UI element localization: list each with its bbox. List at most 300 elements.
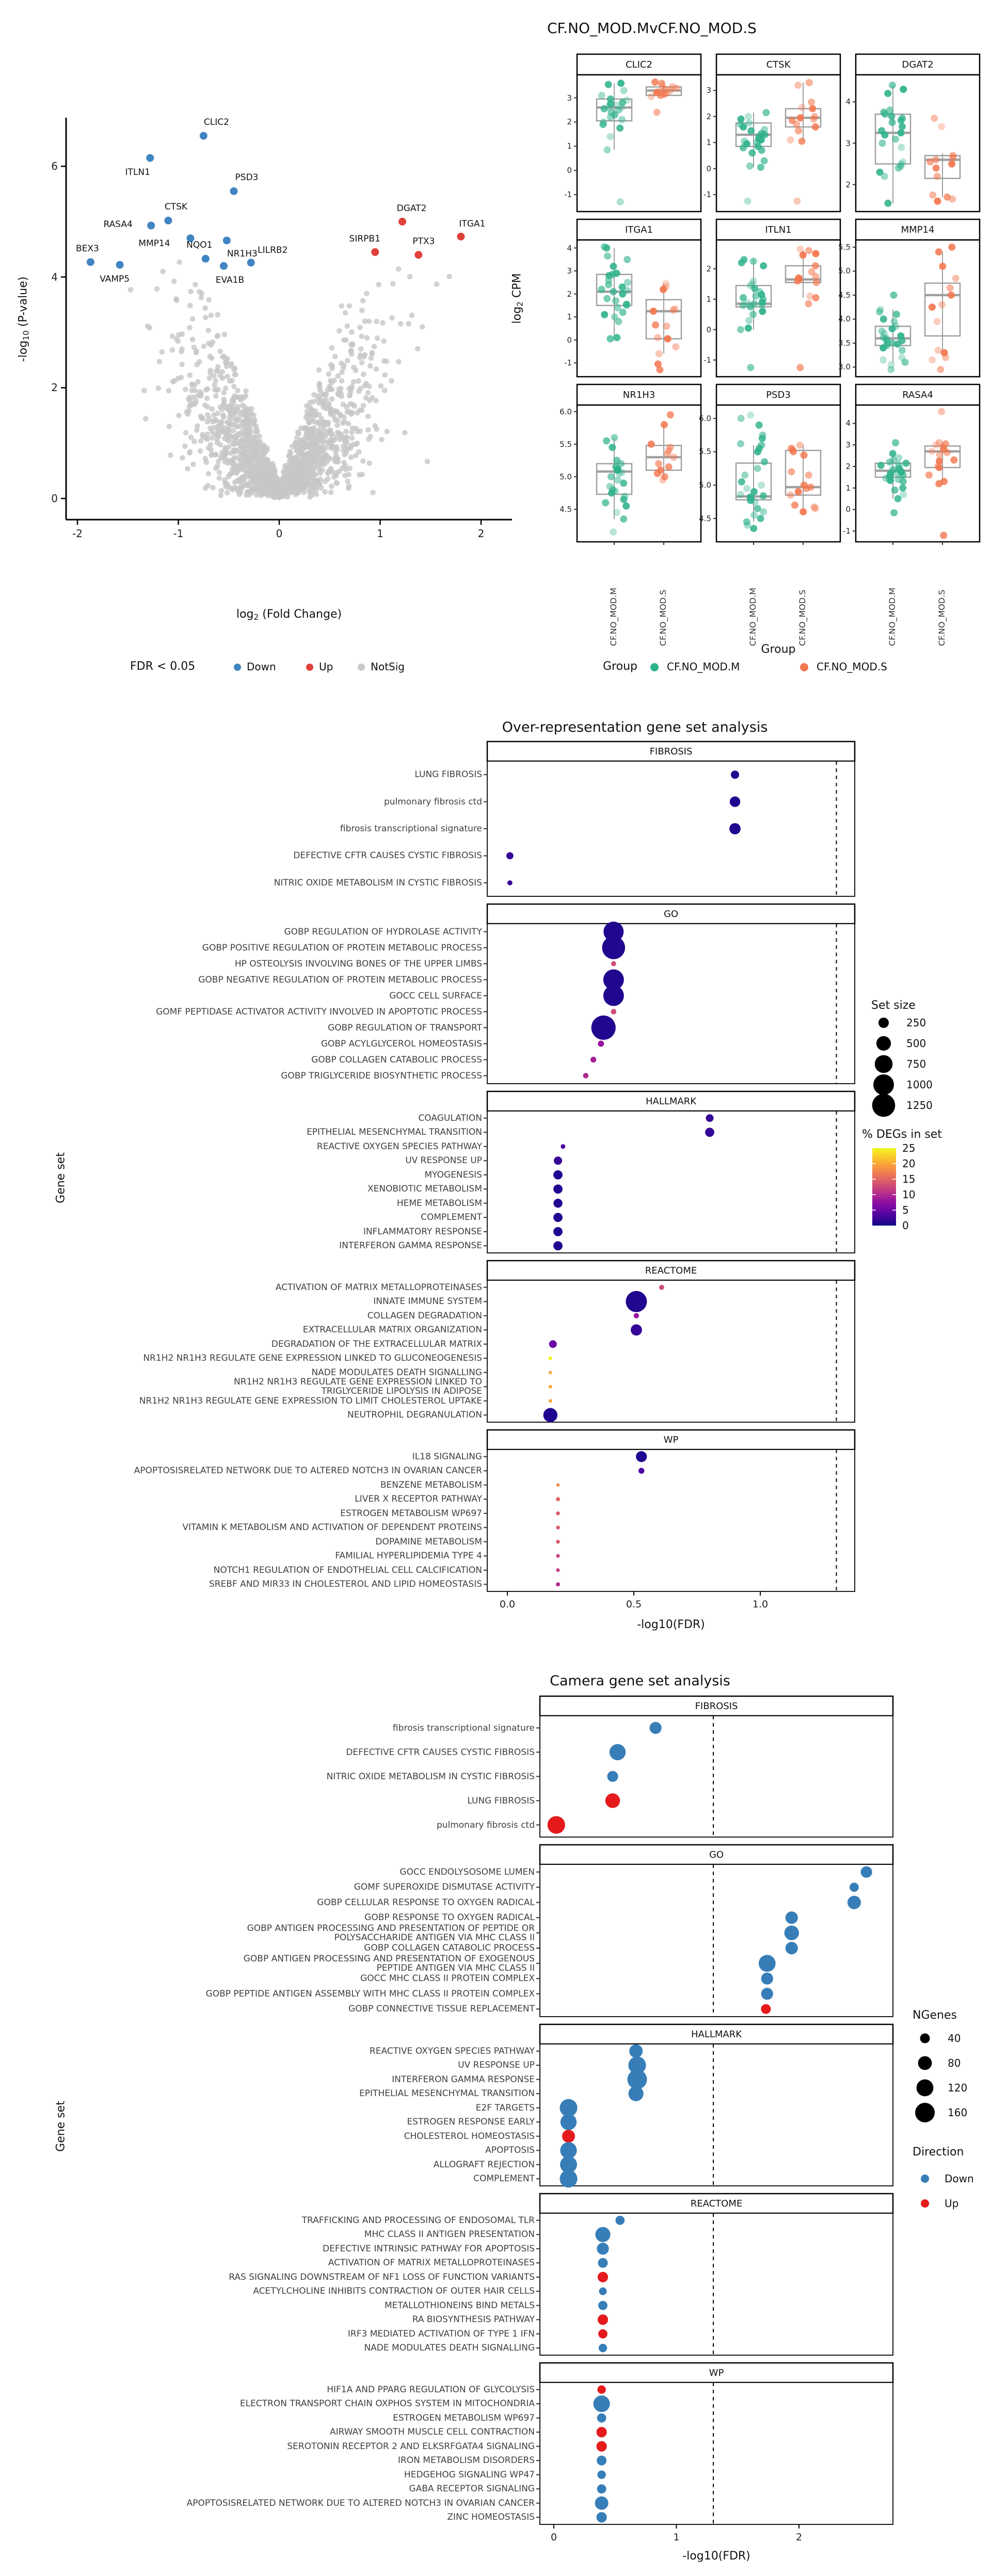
volcano-point-notsig <box>187 325 193 331</box>
camera-row-label: CHOLESTEROL HOMEOSTASIS <box>404 2131 535 2142</box>
box-point <box>745 113 752 120</box>
box-point <box>750 300 758 308</box>
volcano-point-notsig <box>143 416 149 422</box>
volcano-x-tick-label: 1 <box>377 527 383 540</box>
ora-row-label: COLLAGEN DEGRADATION <box>367 1310 482 1321</box>
volcano-point-notsig <box>264 445 270 451</box>
box-point <box>929 191 936 199</box>
volcano-point-notsig <box>198 448 203 454</box>
volcano-point-notsig <box>360 298 366 304</box>
volcano-gene-label-PSD3: PSD3 <box>235 172 259 183</box>
volcano-point-notsig <box>339 369 345 375</box>
camera-dot <box>629 2044 643 2058</box>
volcano-point-notsig <box>182 444 188 449</box>
box-point <box>878 328 886 335</box>
box-point <box>938 123 945 130</box>
volcano-point-notsig <box>194 348 199 354</box>
ora-dot <box>729 823 741 834</box>
volcano-point-notsig <box>218 428 223 434</box>
box-point <box>605 81 612 88</box>
volcano-point-notsig <box>339 303 345 309</box>
facet-strip-label-CLIC2: CLIC2 <box>626 59 652 70</box>
volcano-legend-notsig-dot <box>358 664 365 671</box>
box-point <box>944 194 951 201</box>
volcano-point-notsig <box>374 319 379 325</box>
volcano-point-notsig <box>207 376 213 381</box>
volcano-point-notsig <box>365 414 371 420</box>
volcano-gene-label-LILRB2: LILRB2 <box>258 245 288 255</box>
volcano-point-notsig <box>183 430 189 436</box>
volcano-point-notsig <box>183 387 188 392</box>
volcano-point-notsig <box>203 315 209 320</box>
volcano-point-notsig <box>337 469 342 474</box>
facet-y-tick-label: 0 <box>706 325 711 334</box>
volcano-point-notsig <box>342 436 348 441</box>
volcano-point-notsig <box>186 396 191 402</box>
ora-dot <box>553 1241 563 1250</box>
camera-dot <box>561 2114 577 2130</box>
box-point <box>788 468 795 475</box>
ora-dot <box>507 880 513 886</box>
camera-row-label: fibrosis transcriptional signature <box>392 1722 535 1733</box>
volcano-point-notsig <box>180 455 185 461</box>
volcano-point-notsig <box>192 401 198 407</box>
camera-dot <box>850 1882 859 1892</box>
volcano-point-notsig <box>327 456 332 462</box>
box-point <box>789 117 796 124</box>
ora-panel-WP <box>487 1450 855 1591</box>
volcano-point-notsig <box>332 354 338 360</box>
volcano-point-notsig <box>323 405 328 411</box>
ora-dot <box>549 1340 557 1348</box>
box-point <box>948 244 955 251</box>
camera-dot <box>615 2216 625 2225</box>
box-point <box>743 518 750 525</box>
volcano-point-notsig <box>179 349 184 355</box>
volcano-point-notsig <box>226 444 232 450</box>
volcano-point-notsig <box>370 351 375 357</box>
box-point <box>737 491 744 498</box>
ora-size-legend-value: 750 <box>906 1058 926 1070</box>
box-point <box>603 295 611 302</box>
box-point <box>801 481 808 489</box>
volcano-point-notsig <box>328 411 333 417</box>
volcano-point-notsig <box>372 344 377 350</box>
box-point <box>950 456 957 463</box>
volcano-point-notsig <box>334 456 340 461</box>
volcano-point-notsig <box>230 378 235 383</box>
volcano-point-notsig <box>390 281 396 287</box>
volcano-point-EVA1B <box>220 262 228 270</box>
camera-dot <box>599 2288 607 2295</box>
box-point <box>750 525 757 532</box>
camera-strip-label-WP: WP <box>709 2367 724 2378</box>
volcano-point-notsig <box>348 455 354 460</box>
camera-row-label: APOPTOSIS <box>485 2145 535 2156</box>
volcano-point-notsig <box>376 282 381 287</box>
ora-dot <box>553 1184 563 1194</box>
box-point <box>805 247 812 254</box>
ora-x-tick-label: 1.0 <box>752 1599 769 1610</box>
box-point <box>762 109 770 116</box>
ora-row-label: NOTCH1 REGULATION OF ENDOTHELIAL CELL CALCIFICATION <box>213 1565 482 1575</box>
volcano-legend-down-label: Down <box>247 661 276 673</box>
facet-y-tick-label: 1 <box>706 138 711 148</box>
box-point <box>609 444 616 451</box>
camera-dot <box>595 2227 610 2242</box>
volcano-point-notsig <box>237 458 243 463</box>
camera-dot <box>598 2314 608 2325</box>
volcano-y-tick-label: 2 <box>51 381 58 394</box>
camera-row-label: DEFECTIVE CFTR CAUSES CYSTIC FIBROSIS <box>346 1747 535 1758</box>
volcano-point-notsig <box>190 462 196 468</box>
box-point <box>952 275 960 282</box>
facet-panel-PSD3 <box>716 405 840 542</box>
box-point <box>948 160 955 168</box>
facet-panel-ITLN1 <box>716 240 840 377</box>
volcano-point-notsig <box>261 465 267 471</box>
volcano-point-notsig <box>380 320 386 326</box>
camera-dir-up-dot <box>921 2199 929 2208</box>
volcano-point-notsig <box>345 478 350 484</box>
ora-dot <box>553 1213 563 1222</box>
volcano-point-notsig <box>203 486 209 491</box>
volcano-point-notsig <box>329 484 334 489</box>
ora-size-legend-dot <box>872 1094 896 1117</box>
volcano-gene-label-PTX3: PTX3 <box>412 236 435 247</box>
volcano-point-notsig <box>267 476 273 481</box>
volcano-point-notsig <box>328 437 334 442</box>
ora-dot <box>506 852 514 860</box>
box-point <box>618 116 626 123</box>
boxgrid-legend-s-dot <box>800 663 808 671</box>
camera-row-label: INTERFERON GAMMA RESPONSE <box>392 2074 535 2085</box>
facet-y-tick-label: 3.0 <box>838 362 851 372</box>
box-point <box>936 458 943 465</box>
volcano-point-notsig <box>223 357 229 363</box>
box-point <box>747 127 755 135</box>
box-point <box>610 263 617 270</box>
volcano-point-notsig <box>396 266 402 272</box>
box-point <box>811 113 818 120</box>
facet-y-tick-label: 5.0 <box>699 480 711 490</box>
ora-dot <box>611 961 616 967</box>
volcano-point-notsig <box>222 436 228 441</box>
facet-strip-label-PSD3: PSD3 <box>766 389 791 400</box>
box-point <box>888 361 895 368</box>
volcano-point-notsig <box>345 358 350 364</box>
boxgrid-legend-s-label: CF.NO_MOD.S <box>817 661 887 673</box>
camera-dot <box>861 1866 872 1878</box>
volcano-point-notsig <box>238 483 244 489</box>
ora-strip-label-REACTOME: REACTOME <box>645 1265 697 1276</box>
volcano-point-notsig <box>242 395 247 400</box>
box-point <box>795 275 803 282</box>
volcano-point-notsig <box>270 469 276 474</box>
volcano-gene-label-BEX3: BEX3 <box>75 243 99 254</box>
volcano-point-VAMP5 <box>116 261 124 269</box>
box-point <box>750 278 757 285</box>
facet-panel-MMP14 <box>856 240 980 377</box>
camera-row-label: GOCC MHC CLASS II PROTEIN COMPLEX <box>360 1973 535 1984</box>
ora-dot <box>556 1540 560 1543</box>
volcano-point-notsig <box>214 437 220 442</box>
volcano-point-notsig <box>166 388 172 394</box>
volcano-point-notsig <box>159 349 165 355</box>
volcano-point-notsig <box>326 372 332 377</box>
box-point <box>758 481 765 489</box>
box-point <box>657 466 664 474</box>
camera-size-legend-value: 120 <box>948 2082 968 2094</box>
volcano-point-notsig <box>344 324 350 329</box>
ora-dot <box>556 1568 560 1572</box>
volcano-point-notsig <box>208 442 214 448</box>
volcano-point-notsig <box>232 434 238 440</box>
camera-dot <box>786 1911 798 1924</box>
box-point <box>807 484 814 491</box>
facet-strip-label-CTSK: CTSK <box>766 59 791 70</box>
ora-size-legend-dot <box>873 1074 894 1095</box>
facet-strip-label-RASA4: RASA4 <box>902 389 933 400</box>
volcano-point-notsig <box>304 403 310 409</box>
volcano-x-tick-label: 2 <box>477 527 485 540</box>
volcano-point-notsig <box>307 450 313 456</box>
camera-row-label: IRF3 MEDIATED ACTIVATION OF TYPE 1 IFN <box>347 2328 535 2339</box>
volcano-legend-notsig-label: NotSig <box>371 661 405 673</box>
box-point <box>669 84 676 91</box>
volcano-point-notsig <box>365 427 371 433</box>
volcano-point-notsig <box>219 450 225 456</box>
volcano-point-notsig <box>291 470 297 475</box>
volcano-point-notsig <box>425 459 430 464</box>
box-point <box>798 138 806 145</box>
volcano-point-notsig <box>325 431 330 437</box>
volcano-point-notsig <box>221 403 227 408</box>
volcano-point-notsig <box>246 471 252 477</box>
box-point <box>932 156 939 164</box>
volcano-point-notsig <box>382 388 388 394</box>
ora-row-label: APOPTOSISRELATED NETWORK DUE TO ALTERED NOTCH3 IN OVARIAN CANCER <box>134 1466 482 1476</box>
box-point <box>940 478 948 485</box>
ora-dot <box>561 1144 565 1149</box>
volcano-point-notsig <box>378 383 384 389</box>
camera-row-label: GOBP COLLAGEN CATABOLIC PROCESS <box>364 1943 535 1954</box>
box-point <box>936 439 943 446</box>
box-point <box>808 268 816 276</box>
camera-dot <box>597 2441 607 2452</box>
volcano-point-notsig <box>232 410 238 416</box>
volcano-point-notsig <box>349 436 355 441</box>
volcano-point-notsig <box>329 469 335 475</box>
volcano-point-notsig <box>317 456 323 462</box>
box-point <box>942 440 949 447</box>
volcano-point-notsig <box>201 344 207 349</box>
volcano-point-notsig <box>350 341 356 347</box>
volcano-point-notsig <box>328 490 334 495</box>
volcano-point-notsig <box>298 470 304 475</box>
volcano-point-notsig <box>364 335 370 341</box>
camera-row-label: RAS SIGNALING DOWNSTREAM OF NF1 LOSS OF FUNCTION VARIANTS <box>229 2272 535 2282</box>
box-point <box>737 440 744 447</box>
facet-panel-ITGA1 <box>577 240 701 377</box>
camera-dot <box>598 2272 608 2282</box>
volcano-point-notsig <box>287 484 293 490</box>
ora-dot <box>603 986 624 1006</box>
volcano-point-notsig <box>349 430 355 436</box>
camera-panel-HALLMARK <box>540 2044 893 2186</box>
volcano-point-notsig <box>228 472 233 477</box>
volcano-gene-label-CTSK: CTSK <box>164 202 188 213</box>
volcano-point-notsig <box>231 367 237 373</box>
camera-row-label: GOBP CELLULAR RESPONSE TO OXYGEN RADICAL <box>317 1897 535 1908</box>
volcano-point-notsig <box>213 465 219 471</box>
volcano-point-notsig <box>359 334 364 340</box>
facet-x-tick-label: CF.NO_MOD.M <box>887 587 897 646</box>
volcano-point-notsig <box>184 409 189 415</box>
volcano-point-notsig <box>242 445 248 450</box>
box-point <box>602 499 609 506</box>
camera-size-legend-dot <box>917 2080 934 2097</box>
facet-y-tick-label: 3 <box>567 93 572 103</box>
box-point <box>759 431 766 439</box>
facet-y-tick-label: 2 <box>706 264 711 273</box>
facet-strip-label-DGAT2: DGAT2 <box>902 59 934 70</box>
volcano-point-RASA4 <box>147 222 155 230</box>
volcano-point-notsig <box>233 405 238 410</box>
volcano-legend-down-dot <box>234 664 241 671</box>
box-point <box>806 293 813 300</box>
volcano-point-notsig <box>353 453 359 458</box>
camera-panel-REACTOME <box>540 2213 893 2355</box>
camera-dot <box>597 2512 607 2522</box>
camera-row-label: LUNG FIBROSIS <box>467 1795 535 1806</box>
volcano-y-tick-label: 6 <box>51 160 58 173</box>
ora-dot <box>549 1385 552 1389</box>
facet-y-tick-label: 3 <box>845 440 851 450</box>
boxgrid-title: CF.NO_MOD.MvCF.NO_MOD.S <box>547 20 757 37</box>
camera-row-label: GABA RECEPTOR SIGNALING <box>409 2484 535 2494</box>
box-point <box>899 123 906 130</box>
box-point <box>791 502 798 509</box>
box-point <box>934 318 941 325</box>
volcano-point-notsig <box>217 470 222 475</box>
box-point <box>663 323 670 330</box>
box-point <box>740 294 747 301</box>
volcano-point-notsig <box>292 476 297 482</box>
volcano-point-notsig <box>229 421 234 427</box>
camera-dot <box>607 1771 618 1782</box>
ora-dot <box>556 1554 560 1558</box>
ora-x-tick-label: 0.0 <box>499 1599 516 1610</box>
facet-strip-label-ITLN1: ITLN1 <box>765 224 792 235</box>
ora-dot <box>544 1408 557 1422</box>
box-point <box>788 445 795 452</box>
ora-dot <box>590 1057 596 1062</box>
ora-colorbar-label: 10 <box>902 1188 916 1201</box>
volcano-point-notsig <box>318 462 324 468</box>
volcano-point-notsig <box>161 269 166 275</box>
box-point <box>806 79 813 86</box>
box-point <box>897 332 904 340</box>
volcano-point-notsig <box>299 462 305 468</box>
camera-row-label: METALLOTHIONEINS BIND METALS <box>384 2300 535 2311</box>
facet-panel-CTSK <box>716 75 840 212</box>
volcano-point-notsig <box>327 385 333 391</box>
volcano-point-notsig <box>359 308 365 313</box>
facet-x-tick-label: CF.NO_MOD.S <box>658 589 668 646</box>
volcano-point-notsig <box>227 432 233 438</box>
volcano-point-notsig <box>229 361 234 367</box>
volcano-point-notsig <box>315 451 321 457</box>
box-point <box>941 349 948 357</box>
volcano-point-notsig <box>199 291 204 297</box>
volcano-point-notsig <box>343 440 349 446</box>
box-point <box>607 95 614 103</box>
camera-row-label: NADE MODULATES DEATH SIGNALLING <box>364 2343 535 2354</box>
box-point <box>606 133 614 140</box>
box-point <box>598 286 605 293</box>
volcano-point-notsig <box>218 493 224 498</box>
volcano-point-notsig <box>204 396 210 401</box>
volcano-point-notsig <box>415 346 421 352</box>
volcano-point-notsig <box>370 490 376 495</box>
box-point <box>624 256 631 263</box>
volcano-point-notsig <box>171 279 177 284</box>
volcano-point-notsig <box>238 489 244 495</box>
facet-y-tick-label: 5.0 <box>838 266 851 276</box>
volcano-point-notsig <box>316 367 322 373</box>
volcano-point-notsig <box>170 347 175 353</box>
camera-strip-label-HALLMARK: HALLMARK <box>691 2028 742 2040</box>
volcano-point-notsig <box>243 418 248 424</box>
box-point <box>892 439 899 446</box>
volcano-point-notsig <box>246 480 251 486</box>
volcano-point-notsig <box>339 378 345 384</box>
box-point <box>738 478 745 486</box>
camera-row-label: GOBP ANTIGEN PROCESSING AND PRESENTATION OF EXOGENOUS PEPTIDE ANTIGEN VIA MHC CLASS II <box>243 1953 535 1973</box>
box-point <box>890 509 898 517</box>
box-point <box>938 408 945 415</box>
box-point <box>747 411 754 418</box>
box-point <box>665 463 673 471</box>
camera-row-label: HEDGEHOG SIGNALING WP47 <box>404 2469 535 2480</box>
facet-y-tick-label: 1 <box>706 294 711 304</box>
volcano-point-notsig <box>337 328 342 334</box>
box-point <box>899 158 906 166</box>
box-point <box>935 347 942 354</box>
volcano-point-notsig <box>317 388 323 393</box>
box-point <box>757 164 764 171</box>
ora-strip-label-GO: GO <box>663 908 679 920</box>
volcano-point-notsig <box>187 303 193 309</box>
volcano-point-notsig <box>231 384 237 390</box>
volcano-point-notsig <box>195 379 201 385</box>
box-point <box>797 114 804 121</box>
volcano-point-notsig <box>420 324 425 330</box>
camera-strip-label-REACTOME: REACTOME <box>690 2198 743 2209</box>
volcano-point-notsig <box>346 472 351 477</box>
volcano-legend-up-label: Up <box>319 661 333 673</box>
facet-y-tick-label: 2 <box>706 111 711 121</box>
facet-y-tick-label: 4.5 <box>699 513 711 523</box>
box-point <box>622 503 630 510</box>
camera-dot <box>560 2170 577 2187</box>
ora-row-label: BENZENE METABOLISM <box>380 1479 482 1490</box>
ora-dot <box>556 1582 560 1586</box>
volcano-point-notsig <box>262 474 267 479</box>
volcano-point-notsig <box>374 426 379 432</box>
box-point <box>939 263 946 270</box>
